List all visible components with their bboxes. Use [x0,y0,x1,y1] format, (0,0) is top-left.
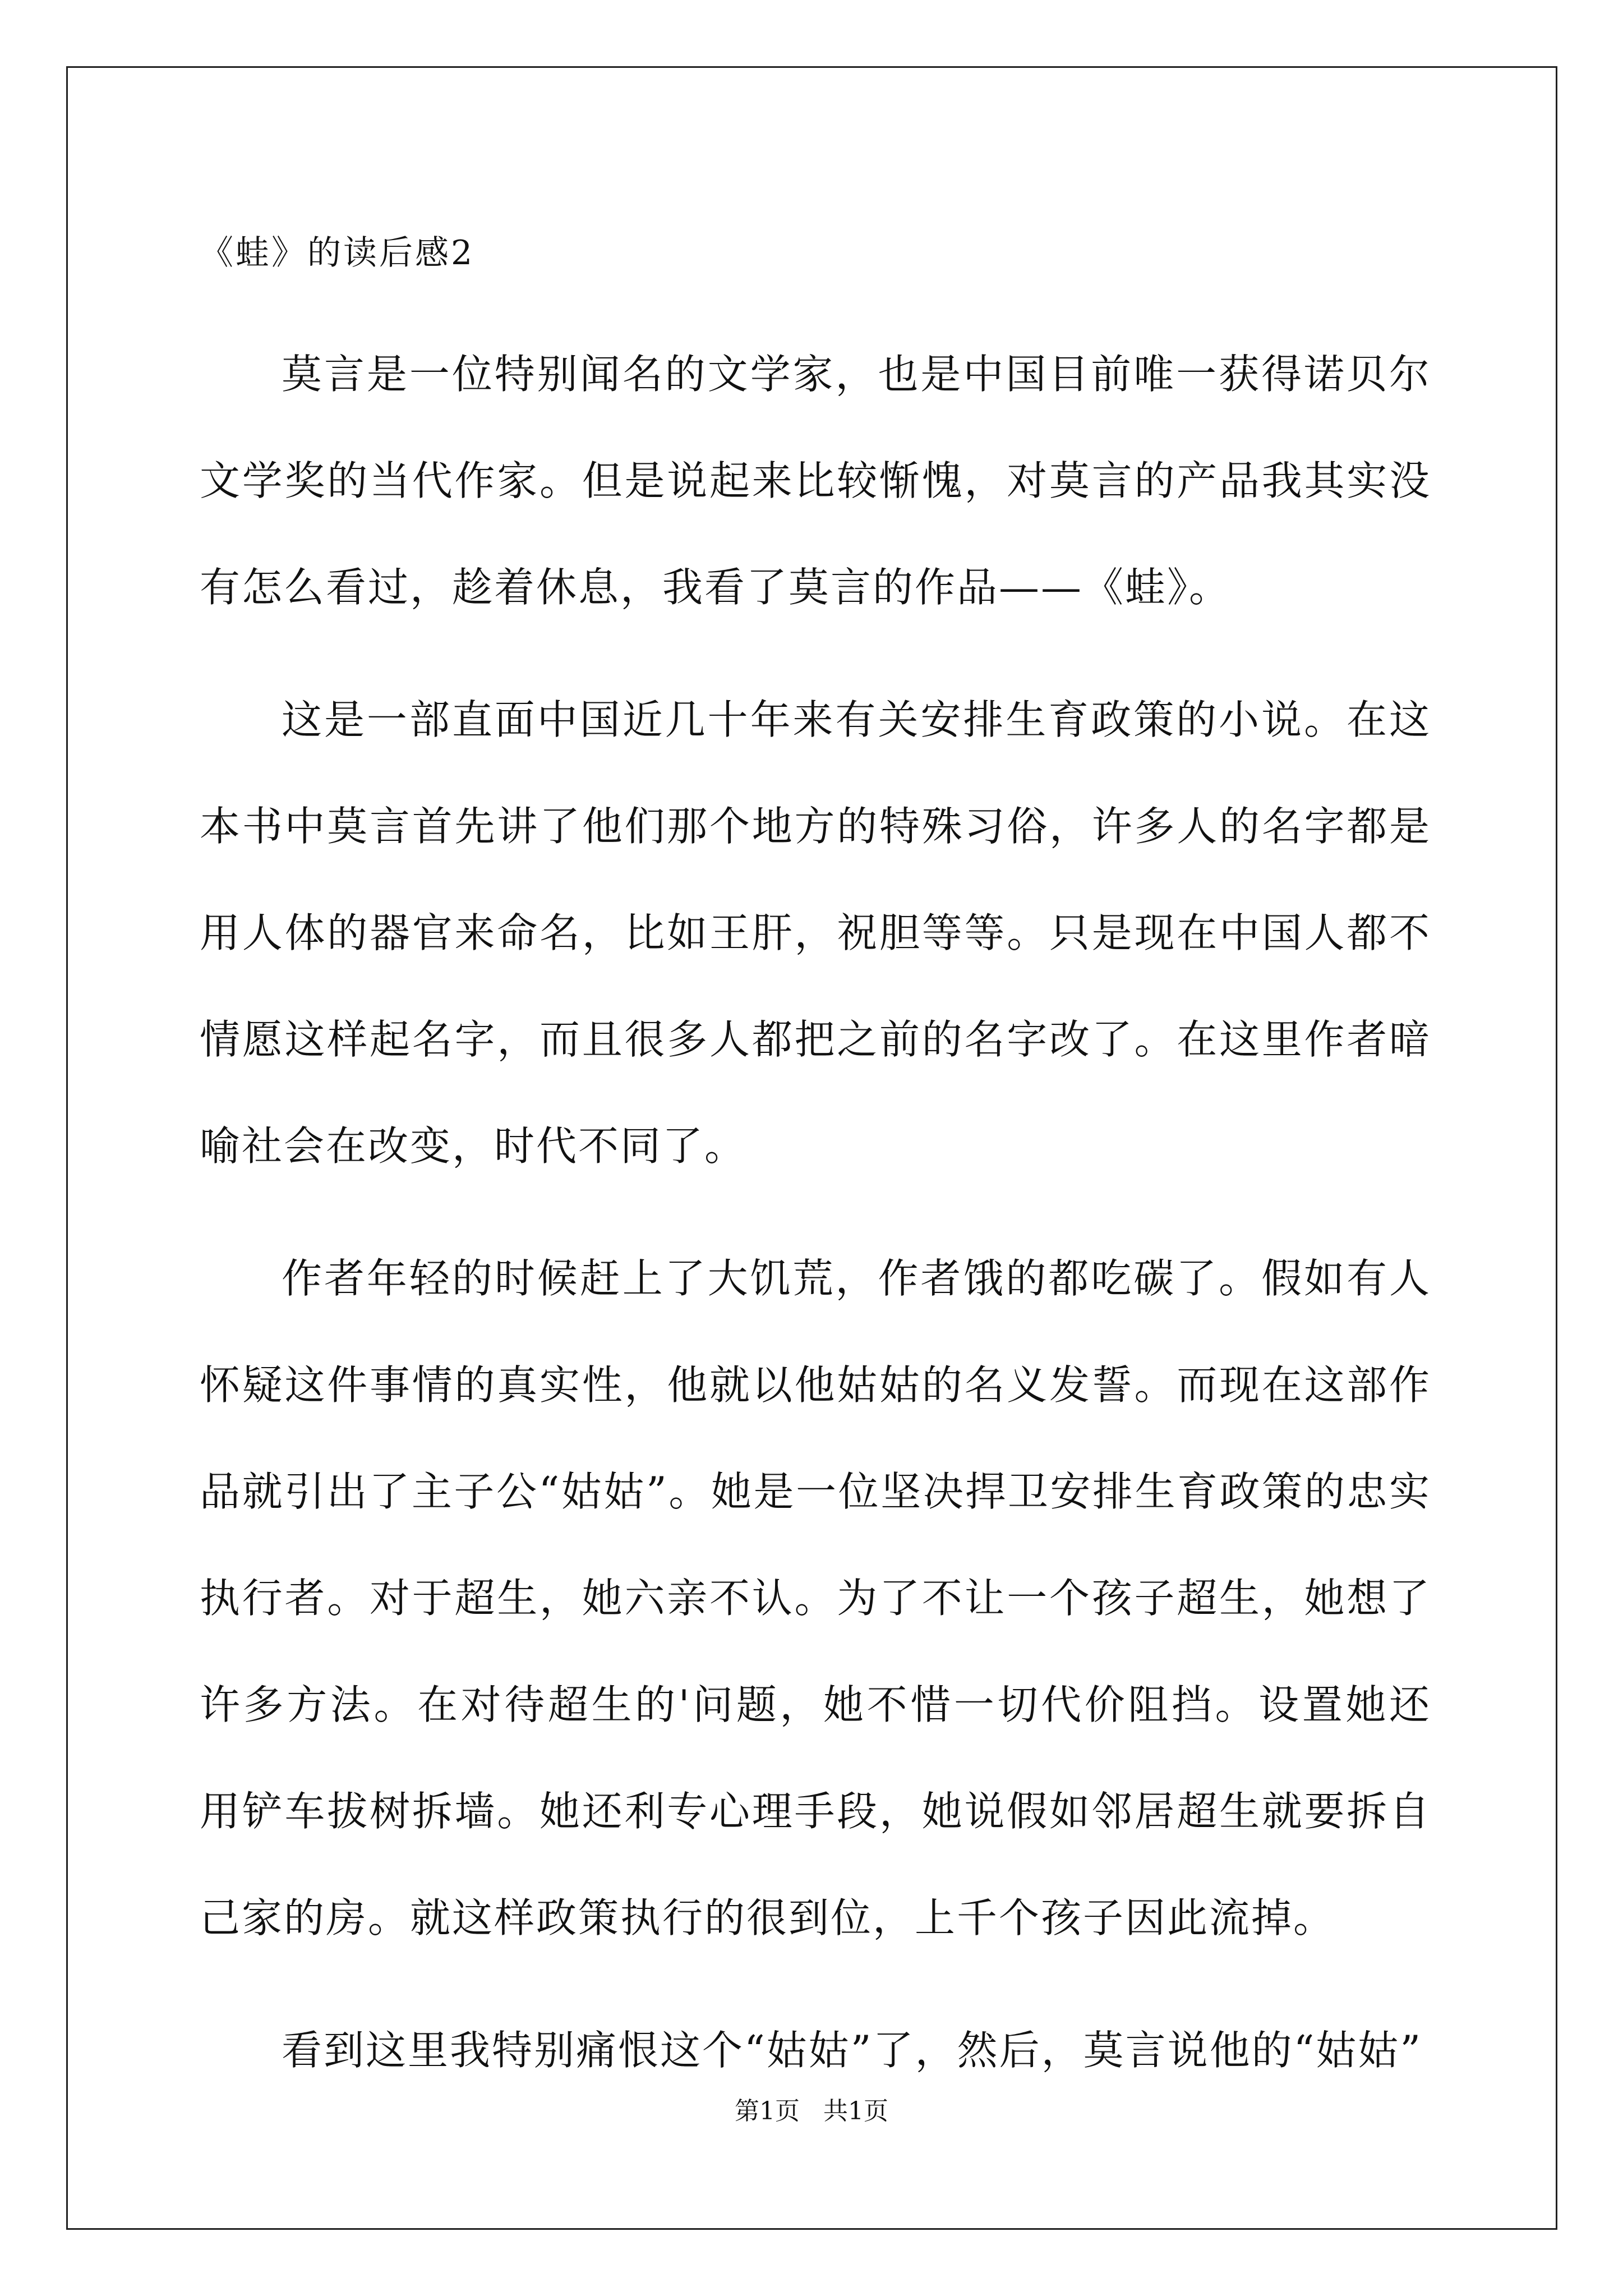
paragraph-1: 莫言是一位特别闻名的文学家，也是中国目前唯一获得诺贝尔文学奖的当代作家。但是说起来比较惭愧，对莫言的产品我其实没有怎么看过，趁着休息，我看了莫言的作品——《蛙》。 [200,351,1431,611]
paragraph-3: 作者年轻的时候赶上了大饥荒，作者饿的都吃碳了。假如有人怀疑这件事情的真实性，他就以他姑姑的名义发誓。而现在这部作品就引出了主子公“姑姑”。她是一位坚决捍卫安排生育政策的忠实执行者。对于超生，她六亲不认。为了不让一个孩子超生，她想了许多方法。在对待超生的'问题，她不惜一切代价阻挡。设置她还用铲车拔树拆墙。她还利专心理手段，她说假如邻居超生就要拆自己家的房。就这样政策执行的很到位，上千个孩子因此流掉。 [200,1255,1431,1941]
paragraph-4: 看到这里我特别痛恨这个“姑姑”了，然后，莫言说他的“姑姑” [282,2027,1423,2074]
paragraph-2: 这是一部直面中国近几十年来有关安排生育政策的小说。在这本书中莫言首先讲了他们那个地方的特殊习俗，许多人的名字都是用人体的器官来命名，比如王肝，祝胆等等。只是现在中国人都不情愿这样起名字，而且很多人都把之前的名字改了。在这里作者暗喻社会在改变，时代不同了。 [200,696,1431,1170]
document-title: 《蛙》的读后感2 [200,233,475,273]
page-footer: 第1页 共1页 [735,2097,888,2125]
document-body [200,321,1431,2129]
